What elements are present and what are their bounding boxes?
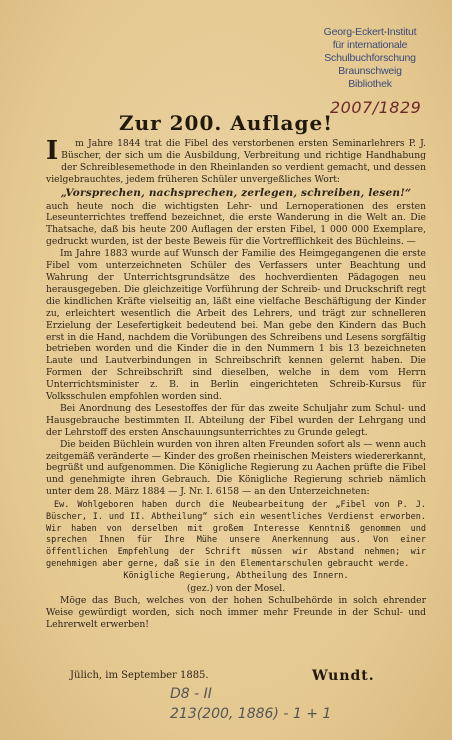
pencil-note: D8 - II (170, 686, 212, 702)
paragraph (46, 138, 426, 186)
author-signature: Wundt. (312, 668, 375, 684)
library-stamp (300, 26, 440, 91)
handwritten-accession-number: 2007/1829 (330, 98, 422, 117)
paragraph: auch heute noch die wichtigsten Lehr- und Lernoperationen des ersten Leseunterrichtes treffend bezeichnet, die erste Wanderung in die Welt an. Die Thatsache, daß bis heute 200 Auflagen der ersten Fibel, 1 000 000 Exemplare, gedruckt wurden, ist der beste Beweis für die Vortrefflichkeit des Büchleins. — (46, 200, 426, 248)
paragraph: Möge das Buch, welches von der hohen Schulbehörde in solch ehrender Weise gewürdigt worden, sich noch immer mehr Freunde in der Schul- und Lehrerwelt erwerben! (46, 594, 426, 630)
body-text (46, 138, 426, 631)
quoted-letter: Ew. Wohlgeboren haben durch die Neubearbeitung der „Fibel von P. J. Büscher, I. und II. Abtheilung“ sich ein wesentliches Verdienst erworben. Wir haben von derselben mit großem Interesse Kenntniß genommen und sprechen Ihnen für Ihre Mühe unsere Anerkennung aus. Von einer öffentlichen Empfehlung der Schrift müssen wir Abstand nehmen; wir genehmigen aber gerne, daß sie in den Elementarschulen gebraucht werde. (46, 500, 426, 569)
motto: „Vorsprechen, nachsprechen, zerlegen, schreiben, lesen!“ (60, 186, 412, 199)
drop-cap: I (46, 136, 59, 166)
letter-signatory: (gez.) von der Mosel. (186, 583, 286, 595)
letter-signature: Königliche Regierung, Abtheilung des Innern. (123, 571, 349, 582)
paragraph: Im Jahre 1883 wurde auf Wunsch der Familie des Heimgegangenen die erste Fibel vom unterzeichneten Schüler des Verfassers unter Beachtung und Wahrung der Unterrichtsgrundsätze des hochverdienten Pädagogen neu herausgegeben. Die gleichzeitige Vorführung der Schreib- und Druckschrift regt die kindlichen Kräfte vielseitig an, läßt eine vielfache Beschäftigung der Kinder zu, erleichtert wesentlich die Arbeit des Lehrers, und trägt zur schnelleren Erzielung der Lesefertigkeit bedeutend bei. Man gebe den Kindern das Buch erst in die Hand, nachdem die Vorübungen des Schreibens und Lesens sorgfältig betrieben worden und die Kinder die in den Nummern 1 bis 13 bezeichneten Laute und Lautverbindungen in Schreibschrift kennen gelernt haben. Die Formen der Schreibschrift sind dieselben, welche in dem vom Herrn Unterrichtsminister z. B. in Berlin eingerichteten Schreib-Kursus für Volksschulen empfohlen worden sind. (46, 248, 426, 403)
stamp-line: für internationale (332, 39, 408, 51)
place-date: Jülich, im September 1885. (70, 670, 209, 681)
stamp-line: Schulbuchforschung (324, 52, 416, 64)
page-title: Zur 200. Auflage! (118, 111, 334, 135)
paragraph-text: m Jahre 1844 trat die Fibel des verstorbenen ersten Seminarlehrers P. J. Büscher, der sich um die Ausbildung, Verbreitung und richtige Handhabung der Schreiblesemethode in den Rheinlanden so verdient gemacht, und dessen vielgebrauchtes, jedem früheren Schüler unvergeßliches Wort: (46, 138, 426, 185)
stamp-line: Braunschweig (338, 65, 402, 77)
stamp-line: Bibliothek (348, 78, 392, 90)
paragraph: Die beiden Büchlein wurden von ihren alten Freunden sofort als — wenn auch zeitgemäß veränderte — Kinder des großen rheinischen Meisters wiedererkannt, begrüßt und aufgenommen. Die Königliche Regierung zu Aachen prüfte die Fibel und genehmigte ihren Gebrauch. Die Königliche Regierung schrieb nämlich unter dem 28. März 1884 — J. Nr. I. 6158 — an den Unterzeichneten: (46, 438, 426, 498)
stamp-line: Georg-Eckert-Institut (323, 26, 417, 38)
pencil-note: 213(200, 1886) - 1 + 1 (170, 706, 332, 722)
paragraph: Bei Anordnung des Lesestoffes der für das zweite Schuljahr zum Schul- und Hausgebrauche bestimmten II. Abteilung der Fibel wurden der Lehrgang und der Lehrstoff des ersten Anschauungsunterrichtes zu Grunde gelegt. (46, 402, 426, 438)
